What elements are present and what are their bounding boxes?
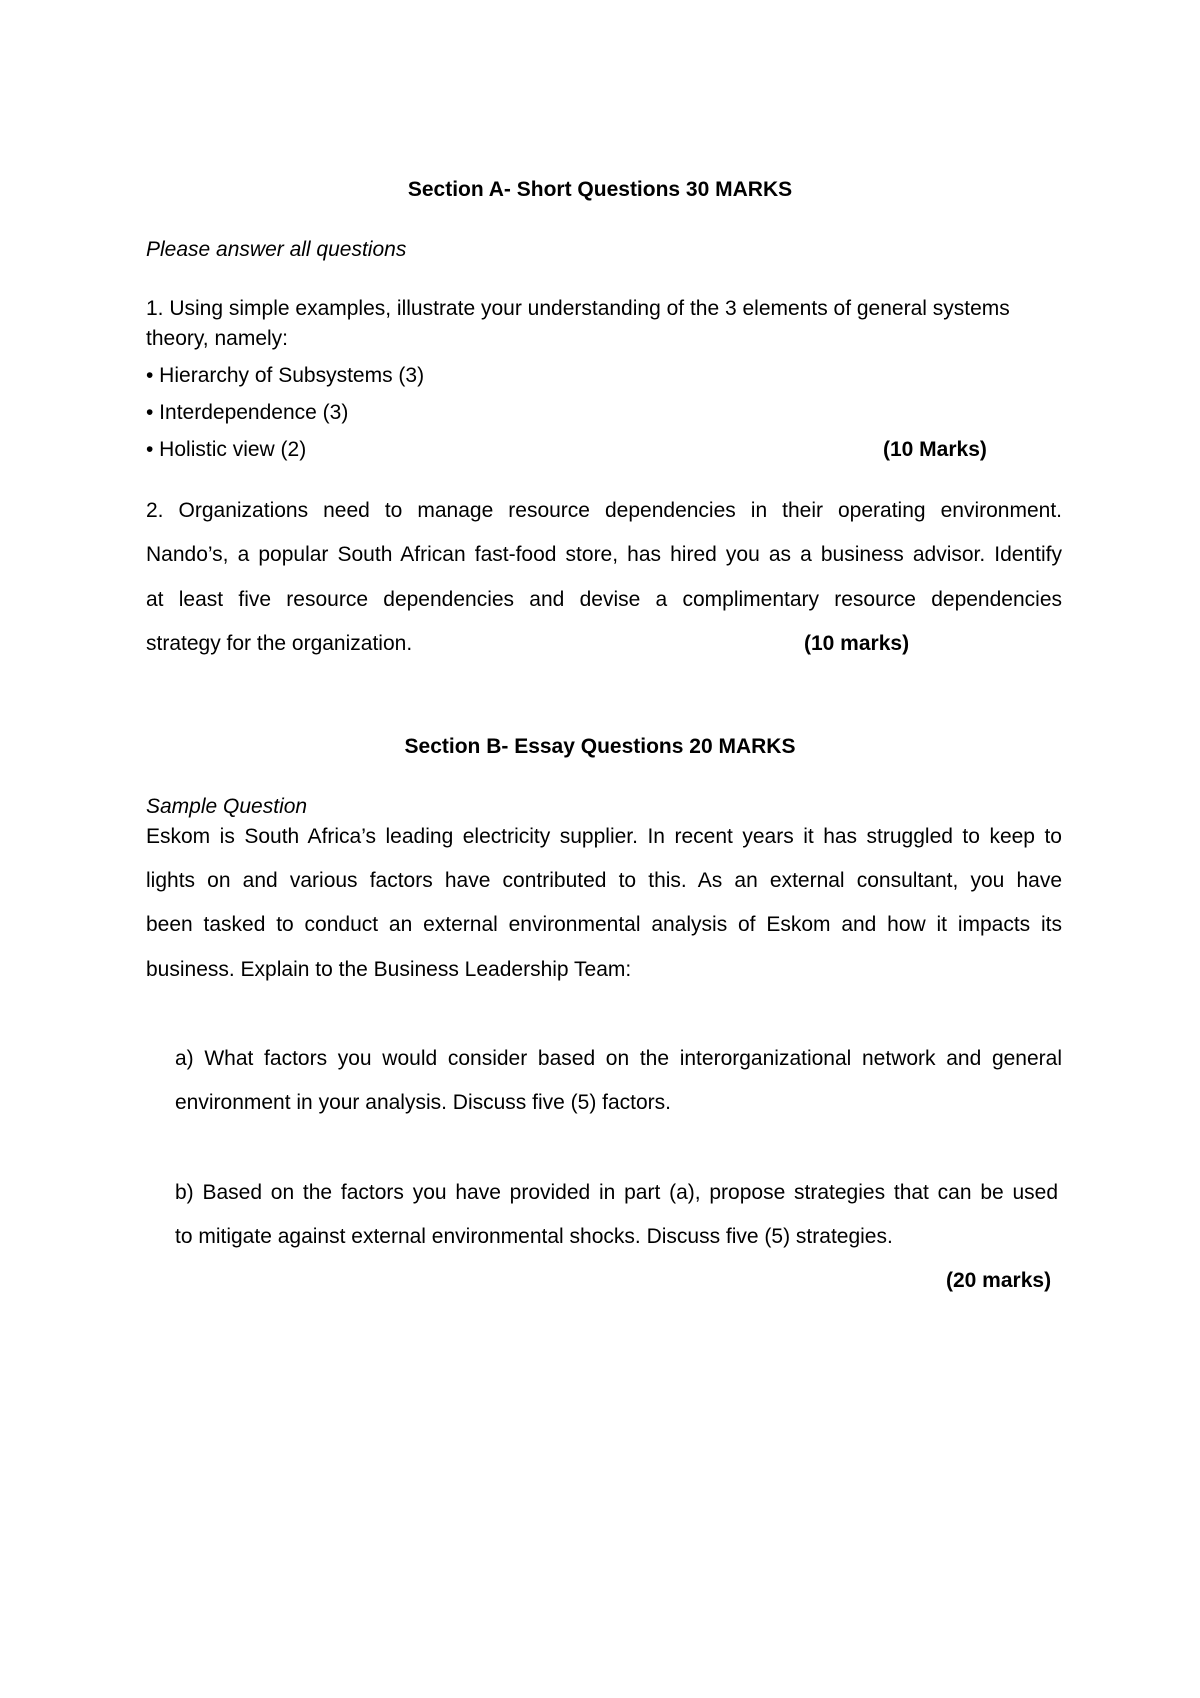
q2-line-3: at least five resource dependencies and devise a complimentary resource dependencies bbox=[146, 588, 1062, 611]
q1-bullet-holistic: • Holistic view (2) bbox=[146, 438, 307, 461]
q2-line-4: strategy for the organization. bbox=[146, 632, 413, 655]
q1-line-2: theory, namely: bbox=[146, 327, 289, 350]
q1-marks: (10 Marks) bbox=[883, 438, 987, 461]
q1-bullet-hierarchy: • Hierarchy of Subsystems (3) bbox=[146, 364, 425, 387]
part-b-line-1: b) Based on the factors you have provided in part (a), propose strategies that can be used bbox=[175, 1181, 1058, 1204]
part-a-line-1: a) What factors you would consider based on the interorganizational network and general bbox=[175, 1047, 1062, 1070]
instruction-text: Please answer all questions bbox=[146, 238, 407, 261]
q2-line-2: Nando’s, a popular South African fast-food store, has hired you as a business advisor. Identify bbox=[146, 543, 1062, 566]
part-a-line-2: environment in your analysis. Discuss five (5) factors. bbox=[175, 1091, 672, 1114]
q1-bullet-interdependence: • Interdependence (3) bbox=[146, 401, 349, 424]
q2-line-1: 2. Organizations need to manage resource dependencies in their operating environment. bbox=[146, 499, 1062, 522]
essay-intro-line-3: been tasked to conduct an external environmental analysis of Eskom and how it impacts its bbox=[146, 913, 1062, 936]
sample-question-label: Sample Question bbox=[146, 795, 308, 818]
q1-line-1: 1. Using simple examples, illustrate your understanding of the 3 elements of general systems bbox=[146, 297, 1010, 320]
section-a-heading: Section A- Short Questions 30 MARKS bbox=[407, 178, 793, 201]
essay-intro-line-2: lights on and various factors have contributed to this. As an external consultant, you have bbox=[146, 869, 1062, 892]
q2-marks: (10 marks) bbox=[804, 632, 910, 655]
section-b-heading: Section B- Essay Questions 20 MARKS bbox=[404, 735, 796, 758]
part-b-line-2: to mitigate against external environmental shocks. Discuss five (5) strategies. bbox=[175, 1225, 893, 1248]
section-b-marks: (20 marks) bbox=[946, 1269, 1052, 1292]
essay-intro-line-1: Eskom is South Africa’s leading electricity supplier. In recent years it has struggled to keep to bbox=[146, 825, 1062, 848]
essay-intro-line-4: business. Explain to the Business Leadership Team: bbox=[146, 958, 632, 981]
